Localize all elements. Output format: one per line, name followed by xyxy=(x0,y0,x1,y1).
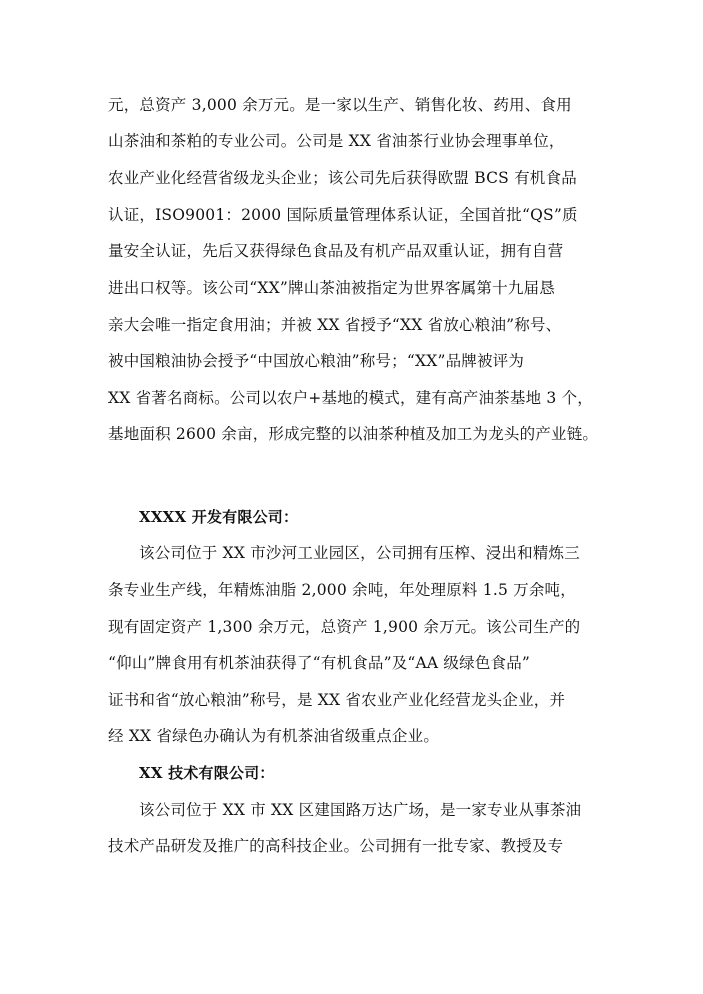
section3-line-1: 该公司位于 XX 市 XX 区建国路万达广场，是一家专业从事茶油 xyxy=(139,801,582,819)
section2-line-6: 经 XX 省绿色办确认为有机茶油省级重点企业。 xyxy=(108,727,440,745)
section2-line-4: “仰山”牌食用有机茶油获得了“有机食品”及“AA 级绿色食品” xyxy=(108,654,531,672)
section2-line-3: 现有固定资产 1,300 余万元，总资产 1,900 余万元。该公司生产的 xyxy=(108,618,581,636)
section2-line-1: 该公司位于 XX 市沙河工业园区，公司拥有压榨、浸出和精炼三 xyxy=(139,544,580,562)
paragraph1-line-3: 农业产业化经营省级龙头企业；该公司先后获得欧盟 BCS 有机食品 xyxy=(108,169,577,187)
paragraph1-line-2: 山茶油和茶粕的专业公司。公司是 XX 省油茶行业协会理事单位， xyxy=(108,132,565,150)
paragraph1-line-10: 基地面积 2600 余亩，形成完整的以油茶种植及加工为龙头的产业链。 xyxy=(108,425,599,443)
paragraph1-line-6: 进出口权等。该公司“XX”牌山茶油被指定为世界客属第十九届恳 xyxy=(108,279,555,297)
section2-line-2: 条专业生产线，年精炼油脂 2,000 余吨，年处理原料 1.5 万余吨， xyxy=(108,581,576,599)
section2-heading: XXXX 开发有限公司： xyxy=(139,508,299,526)
section3-line-2: 技术产品研发及推广的高科技企业。公司拥有一批专家、教授及专 xyxy=(108,837,564,855)
paragraph1-line-1: 元，总资产 3,000 余万元。是一家以生产、销售化妆、药用、食用 xyxy=(108,96,572,114)
paragraph1-line-5: 量安全认证，先后又获得绿色食品及有机产品双重认证，拥有自营 xyxy=(108,242,564,260)
paragraph1-line-4: 认证，ISO9001：2000 国际质量管理体系认证，全国首批“QS”质 xyxy=(108,206,578,224)
paragraph1-line-9: XX 省著名商标。公司以农户+基地的模式，建有高产油茶基地 3 个， xyxy=(108,389,594,407)
paragraph1-line-8: 被中国粮油协会授予“中国放心粮油”称号；“XX”品牌被评为 xyxy=(108,352,525,370)
section3-heading: XX 技术有限公司： xyxy=(139,764,275,782)
paragraph1-line-7: 亲大会唯一指定食用油；并被 XX 省授予“XX 省放心粮油”称号、 xyxy=(108,316,562,334)
section2-line-5: 证书和省“放心粮油”称号，是 XX 省农业产业化经营龙头企业，并 xyxy=(108,691,566,709)
